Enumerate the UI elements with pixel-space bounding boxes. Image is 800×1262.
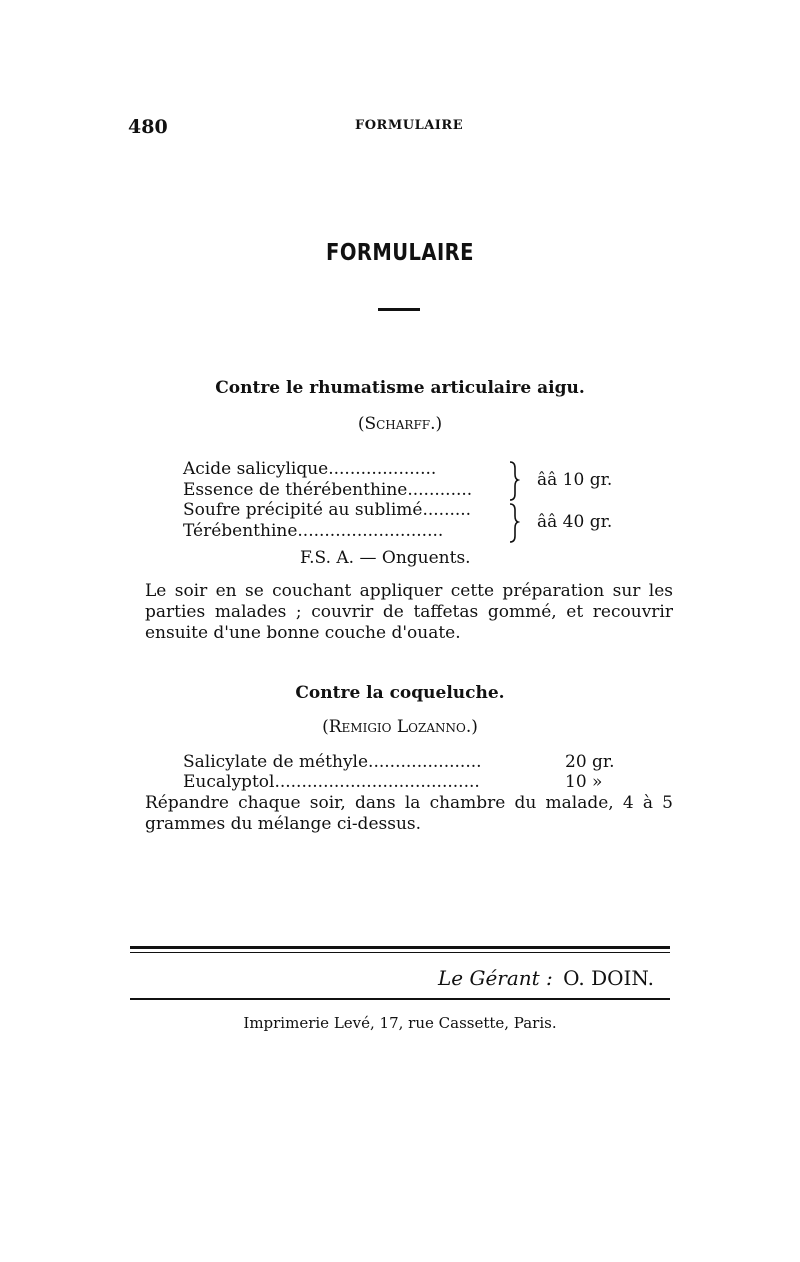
dose-1: ââ 10 gr. xyxy=(537,470,613,490)
quantity-5: 20 gr. xyxy=(565,752,615,772)
quantity-6: 10 » xyxy=(565,772,603,792)
section2-paragraph: Répandre chaque soir, dans la chambre du malade, 4 à 5 grammes du mélange ci-dessus. xyxy=(145,793,673,834)
double-rule-bottom xyxy=(130,952,670,953)
page-number: 480 xyxy=(128,116,168,138)
running-title: FORMULAIRE xyxy=(355,118,464,133)
title-rule xyxy=(378,308,420,311)
ingredient-5: Salicylate de méthyle..................... xyxy=(183,752,482,772)
section1-paragraph: Le soir en se couchant appliquer cette préparation sur les parties malades ; couvrir de taffetas gommé, et recouvrir ensuite d'une bonne couche d'ouate. xyxy=(145,581,673,643)
section1-title: Contre le rhumatisme articulaire aigu. xyxy=(215,378,585,398)
section2-author: (Remigio Lozanno.) xyxy=(322,717,478,737)
ingredient-4: Térébenthine........................... xyxy=(183,521,444,541)
brace-group xyxy=(506,460,520,544)
section1-author: (Scharff.) xyxy=(357,414,443,434)
gerant-label: Le Gérant : xyxy=(438,966,553,990)
printer-imprint: Imprimerie Levé, 17, rue Cassette, Paris. xyxy=(243,1014,557,1032)
main-title: FORMULAIRE xyxy=(326,240,474,266)
gerant-name: O. DOIN. xyxy=(563,966,655,990)
double-rule-top xyxy=(130,946,670,949)
dose-2: ââ 40 gr. xyxy=(537,512,613,532)
brace-2 xyxy=(510,504,518,542)
ingredient-3: Soufre précipité au sublimé......... xyxy=(183,500,472,520)
section2-title: Contre la coqueluche. xyxy=(295,683,505,703)
gerant-signature xyxy=(438,966,654,990)
ingredient-1: Acide salicylique.................... xyxy=(183,459,437,479)
ingredient-2: Essence de thérébenthine............ xyxy=(183,480,473,500)
brace-1 xyxy=(510,462,518,500)
fs-line: F.S. A. — Onguents. xyxy=(300,548,471,568)
footer-rule xyxy=(130,998,670,1000)
ingredient-6: Eucalyptol...................................... xyxy=(183,772,480,792)
